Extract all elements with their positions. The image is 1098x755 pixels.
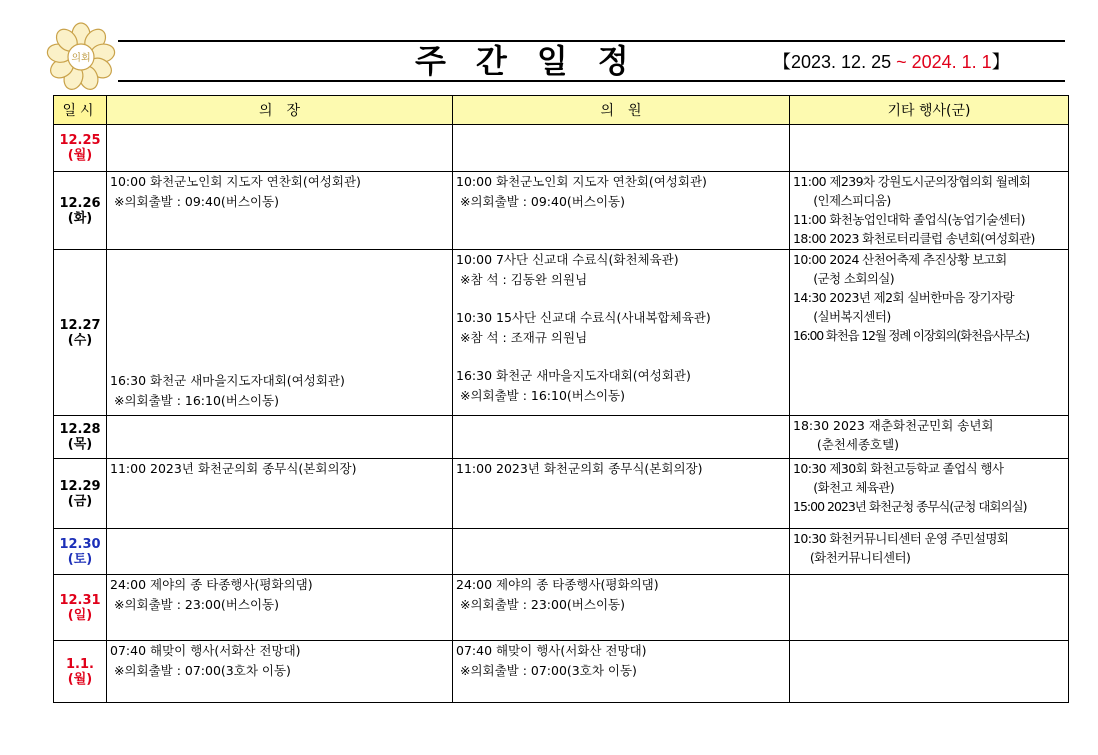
event-line: 11:00 2023년 화천군의회 종무식(본회의장) [456,461,703,476]
date-separator: ~ [891,52,912,72]
table-row [54,575,1069,641]
event-line: 14:30 2023년 제2회 실버한마음 장기자랑 [793,290,1014,305]
row-day: (목) [67,437,93,452]
date-to: 2024. 1. 1 [911,52,992,72]
event-line: (군청 소회의실) [793,271,895,286]
row-day: (월) [67,671,93,687]
date-range [773,48,1010,74]
date-cell [54,641,107,703]
table-header-row [54,96,1069,125]
event-line: ※의회출발 : 16:10(버스이동) [110,393,279,408]
event-line: 16:30 화천군 새마을지도자대회(여성회관) [110,373,345,388]
member-cell [453,172,790,250]
member-cell [453,459,790,529]
other-cell [790,172,1069,250]
other-cell [790,529,1069,575]
event-line: 07:40 해맞이 행사(서화산 전망대) [456,643,647,658]
chair-cell [107,416,453,459]
row-date: 12.31 [59,592,101,608]
event-line: 10:30 제30회 화천고등학교 졸업식 행사 [793,461,1004,476]
chair-cell [107,250,453,416]
col-header-date: 일시 [54,96,107,125]
title-rule-bottom [118,80,1065,82]
event-line: 11:00 화천농업인대학 졸업식(농업기술센터) [793,212,1025,227]
event-line: 10:00 화천군노인회 지도자 연찬회(여성회관) [110,174,361,189]
row-date: 12.29 [59,478,101,494]
event-line: ※의회출발 : 09:40(버스이동) [110,194,279,209]
chair-cell [107,575,453,641]
event-line: ※참 석 : 조재규 의원님 [456,330,588,345]
member-cell [453,529,790,575]
other-cell [790,250,1069,416]
table-row [54,459,1069,529]
table-row [54,416,1069,459]
date-cell [54,250,107,416]
chair-cell [107,172,453,250]
event-line: 16:00 화천읍 12월 정례 이장회의(화천읍사무소) [793,328,1029,343]
row-day: (일) [67,607,93,623]
row-date: 12.28 [59,422,101,437]
col-header-chair: 의 장 [107,96,453,125]
event-line: 24:00 제야의 종 타종행사(평화의댐) [110,577,313,592]
event-line: ※의회출발 : 09:40(버스이동) [456,194,625,209]
member-cell [453,250,790,416]
event-line: 11:00 제239차 강원도시군의장협의회 월례회 [793,174,1031,189]
event-line: 10:00 2024 산천어축제 추진상황 보고회 [793,252,1007,267]
event-line: ※의회출발 : 07:00(3호차 이동) [456,663,637,678]
event-line: (실버복지센터) [793,309,891,324]
member-cell [453,575,790,641]
table-row [54,250,1069,416]
row-day: (금) [67,493,93,509]
date-cell [54,172,107,250]
event-line: 10:30 화천커뮤니티센터 운영 주민설명회 [793,531,1009,546]
chair-cell [107,641,453,703]
row-date: 1.1. [66,656,94,672]
event-line: (화천커뮤니티센터) [793,550,911,565]
row-day: (토) [67,551,93,567]
member-cell [453,416,790,459]
date-cell [54,529,107,575]
other-cell [790,125,1069,172]
seal-text: 의회 [71,53,91,64]
event-line: 18:00 2023 화천로터리클럽 송년회(여성회관) [793,231,1035,246]
event-line: 10:00 화천군노인회 지도자 연찬회(여성회관) [456,174,707,189]
chair-cell [107,459,453,529]
row-day: (월) [67,148,93,163]
council-seal-logo [46,22,116,92]
event-line: ※의회출발 : 23:00(버스이동) [110,597,279,612]
date-suffix: 】 [991,52,1010,72]
table-row [54,641,1069,703]
other-cell [790,459,1069,529]
row-date: 12.30 [59,536,101,552]
table-row [54,125,1069,172]
event-line: 10:30 15사단 신교대 수료식(사내복합체육관) [456,310,711,325]
page-title: 주간일정 [415,42,659,80]
event-line: 11:00 2023년 화천군의회 종무식(본회의장) [110,461,357,476]
event-line: 10:00 7사단 신교대 수료식(화천체육관) [456,252,679,267]
event-line: 15:00 2023년 화천군청 종무식(군청 대회의실) [793,499,1027,514]
row-day: (화) [67,210,93,226]
other-cell [790,641,1069,703]
event-line: (춘천세종호텔) [793,437,900,452]
row-date: 12.25 [59,133,101,148]
row-day: (수) [67,332,93,348]
other-cell [790,575,1069,641]
member-cell [453,125,790,172]
col-header-member: 의 원 [453,96,790,125]
event-line: 18:30 2023 재춘화천군민회 송년회 [793,418,994,433]
table-row [54,529,1069,575]
event-line: 24:00 제야의 종 타종행사(평화의댐) [456,577,659,592]
member-cell [453,641,790,703]
col-header-other: 기타 행사(군) [790,96,1069,125]
date-cell [54,459,107,529]
schedule-table [53,95,1069,703]
event-line: (화천고 체육관) [793,480,895,495]
date-from: 【2023. 12. 25 [773,52,892,72]
event-line: 07:40 해맞이 행사(서화산 전망대) [110,643,301,658]
chair-cell [107,529,453,575]
event-line: ※의회출발 : 07:00(3호차 이동) [110,663,291,678]
other-cell [790,416,1069,459]
page-header [0,0,1098,92]
table-row [54,172,1069,250]
date-cell [54,125,107,172]
event-line: ※참 석 : 김동완 의원님 [456,272,588,287]
date-cell [54,575,107,641]
event-line: ※의회출발 : 16:10(버스이동) [456,388,625,403]
date-cell [54,416,107,459]
event-line: (인제스피디움) [793,193,891,208]
chair-cell [107,125,453,172]
event-line: 16:30 화천군 새마을지도자대회(여성회관) [456,368,691,383]
row-date: 12.27 [59,317,101,333]
event-line: ※의회출발 : 23:00(버스이동) [456,597,625,612]
row-date: 12.26 [59,195,101,211]
